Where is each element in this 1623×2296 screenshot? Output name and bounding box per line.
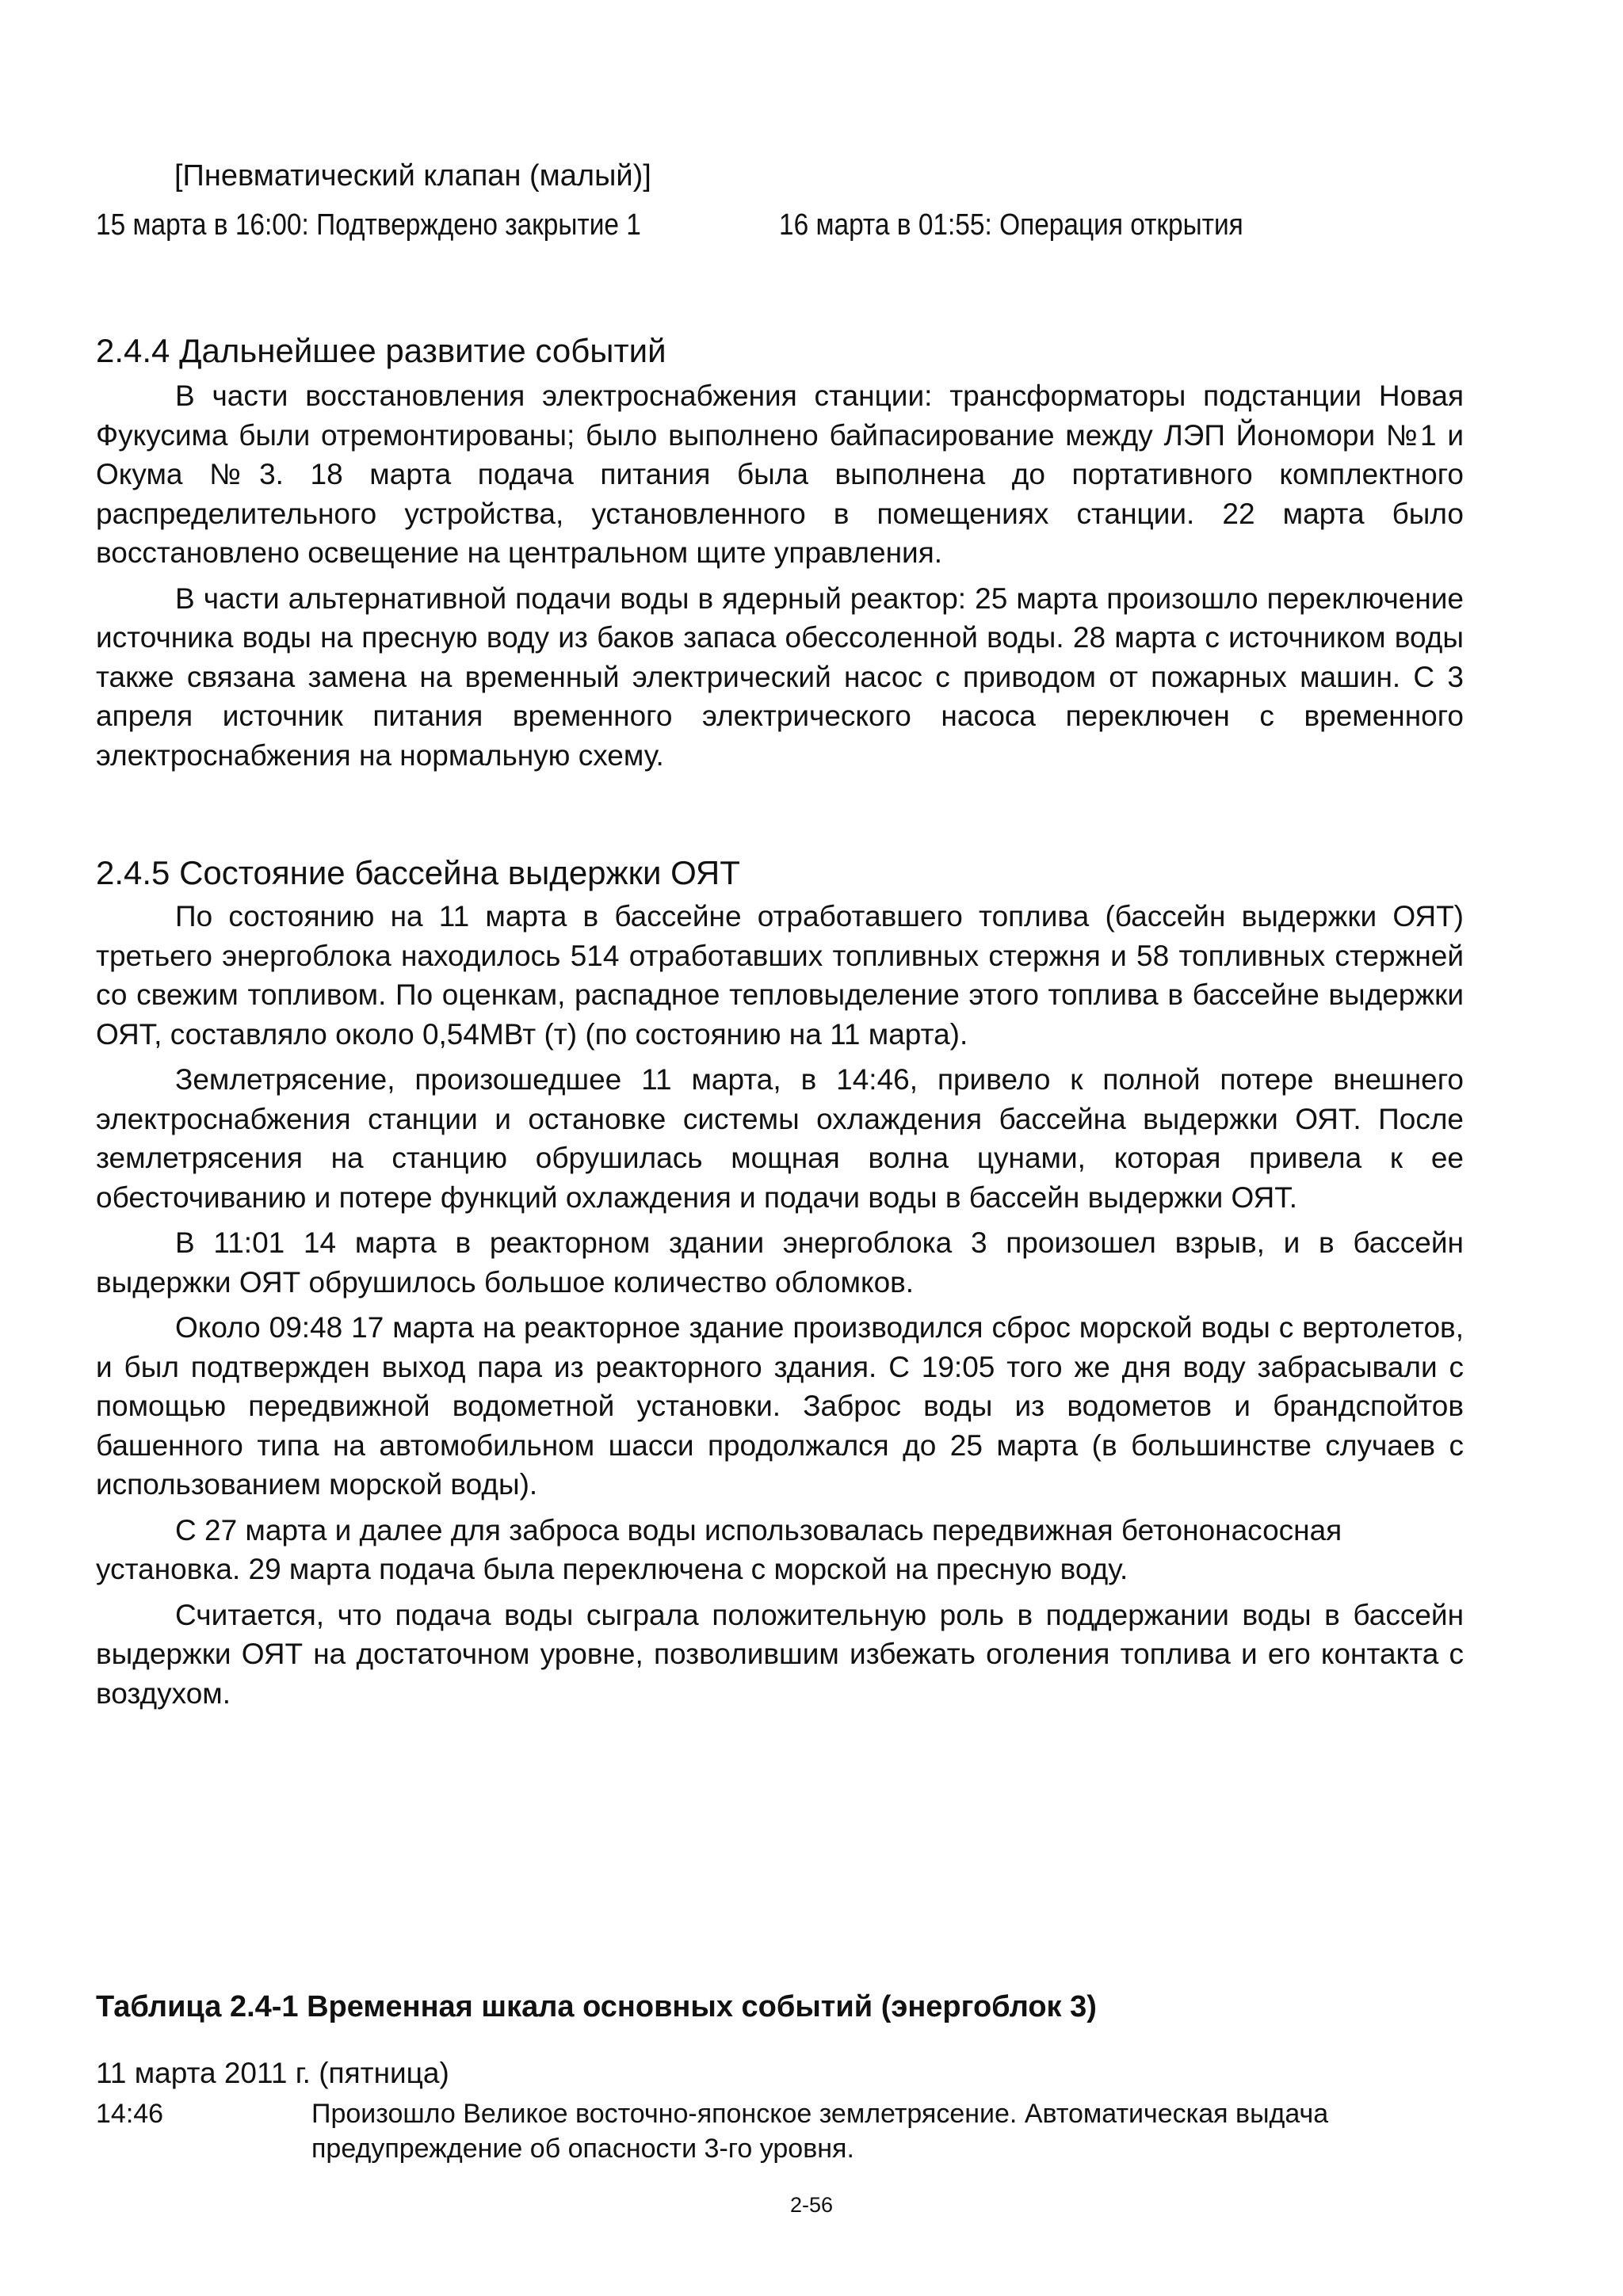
paragraph: В части восстановления электроснабжения станции: трансформаторы подстанции Новая Фукусима были отремонтированы; было выполнено байпасирование между ЛЭП Йономори №1 и Окума №3. 18 марта подача питания была выполнена до портативного комплектного распределительного устройства, установленного в помещениях станции. 22 марта было восстановлено освещение на центральном щите управления. <box>96 379 1464 569</box>
section-2-4-4-heading: 2.4.4 Дальнейшее развитие событий <box>96 332 666 369</box>
page-number: 2-56 <box>789 2193 834 2217</box>
section-2-4-4-body <box>96 376 1464 781</box>
paragraph: По состоянию на 11 марта в бассейне отработавшего топлива (бассейн выдержки ОЯТ) третьего энергоблока находилось 514 отработавших топливных стержня и 58 топливных стержней со свежим топливом. По оценкам, распадное тепловыделение этого топлива в бассейне выдержки ОЯТ, составляло около 0,54МВт (т) (по состоянию на 11 марта). <box>96 900 1464 1051</box>
section-2-4-5-heading: 2.4.5 Состояние бассейна выдержки ОЯТ <box>96 854 740 891</box>
timeline-event-time: 14:46 <box>96 2099 164 2129</box>
paragraph: Считается, что подача воды сыграла положительную роль в поддержании воды в бассейн выдержки ОЯТ на достаточном уровне, позволившим избежать оголения топлива и его контакта с воздухом. <box>96 1598 1464 1710</box>
paragraph: Около 09:48 17 марта на реакторное здание производился сброс морской воды с вертолетов, и был подтвержден выход пара из реакторного здания. С 19:05 того же дня воду забрасывали с помощью передвижной водометной установки. Заброс воды из водометов и брандспойтов башенного типа на автомобильном шасси продолжался до 25 марта (в большинстве случаев с использованием морской воды). <box>96 1311 1464 1501</box>
table-title: Таблица 2.4-1 Временная шкала основных событий (энергоблок 3) <box>96 1990 1097 2023</box>
paragraph: Землетрясение, произошедшее 11 марта, в 14:46, привело к полной потере внешнего электроснабжения станции и остановке системы охлаждения бассейна выдержки ОЯТ. После землетрясения на станцию обрушилась мощная волна цунами, которая привела к ее обесточиванию и потере функций охлаждения и подачи воды в бассейн выдержки ОЯТ. <box>96 1063 1464 1214</box>
timeline-day: 11 марта 2011 г. (пятница) <box>96 2057 449 2089</box>
valve-closure-entry: 15 марта в 16:00: Подтверждено закрытие 1 <box>96 208 641 242</box>
section-2-4-5-body <box>96 897 1464 1719</box>
paragraph: С 27 марта и далее для заброса воды использовалась передвижная бетононасосная установка. 29 марта подача была переключена с морской на пресную воду. <box>96 1513 1342 1585</box>
paragraph: В 11:01 14 марта в реакторном здании энергоблока 3 произошел взрыв, и в бассейн выдержки ОЯТ обрушилось большое количество обломков. <box>96 1226 1464 1299</box>
paragraph: В части альтернативной подачи воды в ядерный реактор: 25 марта произошло переключение источника воды на пресную воду из баков запаса обессоленной воды. 28 марта с источником воды также связана замена на временный электрический насос с приводом от пожарных машин. С 3 апреля источник питания временного электрического насоса переключен с временного электроснабжения на нормальную схему. <box>96 582 1464 772</box>
valve-opening-entry: 16 марта в 01:55: Операция открытия <box>779 208 1243 242</box>
valve-subheading: [Пневматический клапан (малый)] <box>174 159 651 193</box>
timeline-event-text: Произошло Великое восточно-японское землетрясение. Автоматическая выдача предупреждение об опасности 3-го уровня. <box>311 2099 1329 2164</box>
